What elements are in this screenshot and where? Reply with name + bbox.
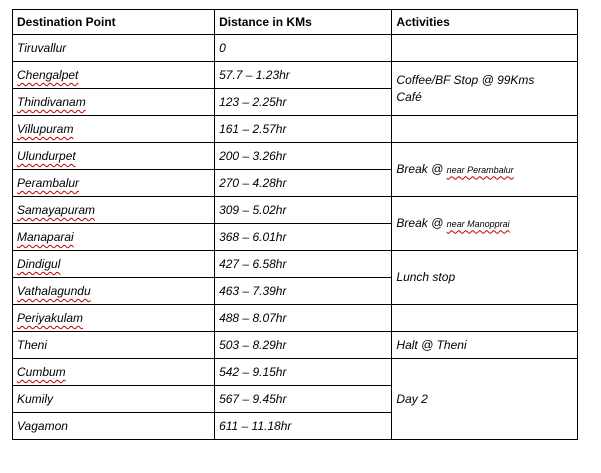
destination-cell — [13, 224, 215, 251]
spellcheck-text: Manaparai — [17, 230, 74, 244]
distance-cell: 123 – 2.25hr — [215, 89, 392, 116]
header-destination: Destination Point — [13, 10, 215, 35]
destination-cell: Kumily — [13, 386, 215, 413]
distance-cell: 0 — [215, 35, 392, 62]
spellcheck-text: Villupuram — [17, 122, 74, 136]
table-row — [13, 251, 578, 278]
table-row — [13, 359, 578, 386]
table-row — [13, 62, 578, 89]
distance-cell: 427 – 6.58hr — [215, 251, 392, 278]
activity-cell-coffee — [392, 62, 578, 116]
table-row — [13, 116, 578, 143]
distance-cell: 488 – 8.07hr — [215, 305, 392, 332]
header-row — [13, 10, 578, 35]
activity-break2-location: near Manopprai — [446, 218, 510, 229]
spellcheck-text: Cumbum — [17, 365, 66, 379]
distance-cell: 567 – 9.45hr — [215, 386, 392, 413]
activity-cell-lunch: Lunch stop — [392, 251, 578, 305]
destination-cell — [13, 305, 215, 332]
distance-cell: 161 – 2.57hr — [215, 116, 392, 143]
distance-cell: 463 – 7.39hr — [215, 278, 392, 305]
destination-cell — [13, 359, 215, 386]
spellcheck-text: Periyakulam — [17, 311, 84, 325]
itinerary-table — [12, 9, 578, 440]
distance-cell: 542 – 9.15hr — [215, 359, 392, 386]
destination-cell — [13, 278, 215, 305]
spellcheck-text: Perambalur — [17, 176, 80, 190]
activity-cell-empty — [392, 35, 578, 62]
destination-cell — [13, 170, 215, 197]
activity-cell-halt: Halt @ Theni — [392, 332, 578, 359]
spellcheck-text: Samayapuram — [17, 203, 96, 217]
destination-cell: Theni — [13, 332, 215, 359]
table-row — [13, 305, 578, 332]
activity-cell-empty — [392, 116, 578, 143]
spellcheck-text: Vathalagundu — [17, 284, 91, 298]
activity-break1-location: near Perambalur — [446, 164, 514, 175]
activity-break1-main: Break @ — [396, 161, 444, 176]
distance-cell: 200 – 3.26hr — [215, 143, 392, 170]
destination-cell — [13, 197, 215, 224]
destination-cell — [13, 251, 215, 278]
spellcheck-text: Dindigul — [17, 257, 61, 271]
distance-cell: 270 – 4.28hr — [215, 170, 392, 197]
activity-coffee-line1: Coffee/BF Stop @ 99Kms — [396, 72, 535, 87]
table-row — [13, 35, 578, 62]
activity-coffee-line2: Café — [396, 89, 422, 104]
table-row — [13, 332, 578, 359]
destination-cell — [13, 89, 215, 116]
distance-cell: 611 – 11.18hr — [215, 413, 392, 440]
destination-cell — [13, 62, 215, 89]
spellcheck-text: Chengalpet — [17, 68, 79, 82]
destination-cell: Tiruvallur — [13, 35, 215, 62]
header-activities: Activities — [392, 10, 578, 35]
destination-cell: Vagamon — [13, 413, 215, 440]
destination-cell — [13, 116, 215, 143]
distance-cell: 503 – 8.29hr — [215, 332, 392, 359]
destination-cell — [13, 143, 215, 170]
activity-cell-break1 — [392, 143, 578, 197]
activity-cell-break2 — [392, 197, 578, 251]
activity-cell-day2: Day 2 — [392, 359, 578, 440]
table-row — [13, 197, 578, 224]
distance-cell: 57.7 – 1.23hr — [215, 62, 392, 89]
header-distance: Distance in KMs — [215, 10, 392, 35]
distance-cell: 368 – 6.01hr — [215, 224, 392, 251]
distance-cell: 309 – 5.02hr — [215, 197, 392, 224]
table-row — [13, 143, 578, 170]
activity-break2-main: Break @ — [396, 215, 444, 230]
spellcheck-text: Ulundurpet — [17, 149, 76, 163]
spellcheck-text: Thindivanam — [17, 95, 86, 109]
activity-cell-empty — [392, 305, 578, 332]
